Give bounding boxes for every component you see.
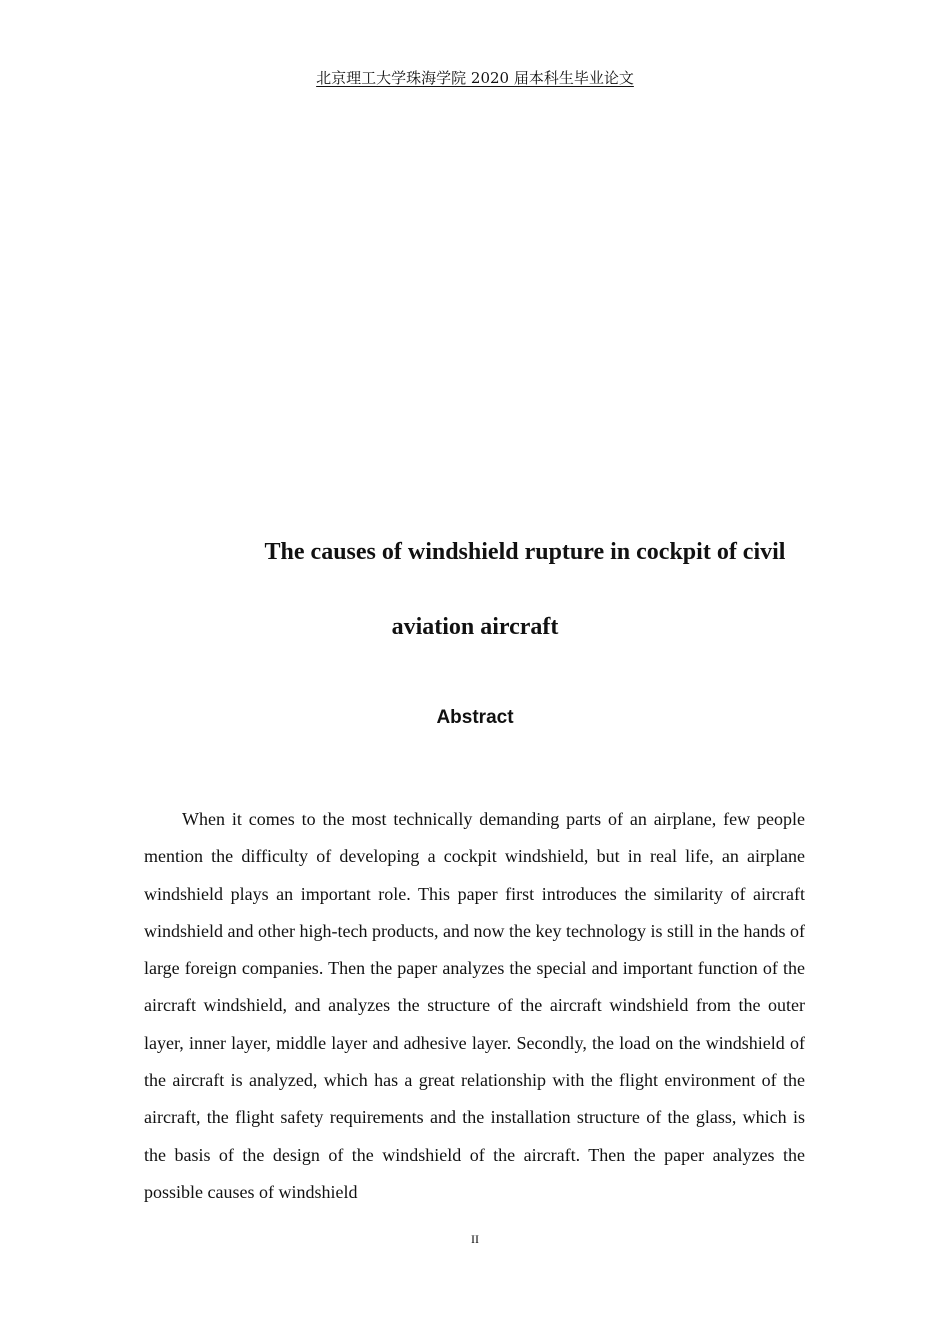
page-header bbox=[0, 68, 950, 88]
page-number: II bbox=[471, 1232, 479, 1246]
header-text: 北京理工大学珠海学院 2020 届本科生毕业论文 bbox=[316, 69, 634, 87]
paper-title-line-1: The causes of windshield rupture in cockpit of civil bbox=[264, 539, 786, 565]
abstract-body: When it comes to the most technically demanding parts of an airplane, few people mention the difficulty of developing a cockpit windshield, but in real life, an airplane windshield plays an important role. This paper first introduces the similarity of aircraft windshield and other high-tech products, and now the key technology is still in the hands of large foreign companies. Then the paper analyzes the special and important function of the aircraft windshield, and analyzes the structure of the aircraft windshield from the outer layer, inner layer, middle layer and adhesive layer. Secondly, the load on the windshield of the aircraft is analyzed, which has a great relationship with the flight environment of the aircraft, the flight safety requirements and the installation structure of the glass, which is the basis of the design of the windshield of the aircraft. Then the paper analyzes the possible causes of windshield bbox=[144, 809, 805, 1202]
paper-title-line-2: aviation aircraft bbox=[391, 614, 559, 640]
abstract-heading: Abstract bbox=[436, 707, 514, 728]
